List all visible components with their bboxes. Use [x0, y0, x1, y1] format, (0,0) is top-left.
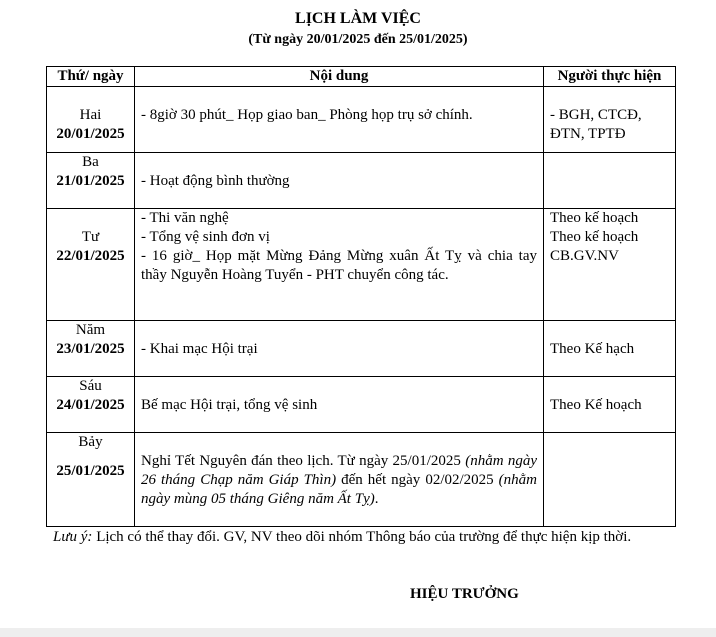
header-day: Thứ/ ngày: [47, 67, 135, 87]
content-cell: [135, 433, 544, 527]
note-text: Lịch có thể thay đổi. GV, NV theo dõi nhóm Thông báo của trường để thực hiện kịp thời.: [92, 529, 632, 545]
content-text: .: [374, 491, 379, 507]
day-cell: [47, 321, 135, 377]
content-cell: [135, 321, 544, 377]
content-lunar-date: (nhằm ngày mùng 05 tháng Giêng năm Ất Tỵ): [141, 472, 537, 507]
header-content: Nội dung: [135, 67, 544, 87]
day-cell: [47, 433, 135, 527]
day-date: 22/01/2025: [56, 248, 125, 264]
note-label: Lưu ý:: [53, 529, 93, 545]
person-line: Theo kế hoạch: [550, 210, 639, 226]
content-lunar-date: (nhằm ngày 26 tháng Chạp năm Giáp Thìn): [141, 453, 537, 488]
day-name: Năm: [75, 322, 106, 338]
content-line: - Thi văn nghệ: [141, 210, 229, 226]
person-line: Theo Kế hoạch: [550, 397, 642, 413]
day-date: 21/01/2025: [56, 173, 125, 189]
schedule-table: [46, 66, 676, 527]
person-cell: [544, 209, 676, 321]
content-line: Bế mạc Hội trại, tổng vệ sinh: [141, 397, 318, 413]
content-cell: [135, 377, 544, 433]
page-subtitle: (Từ ngày 20/01/2025 đến 25/01/2025): [248, 32, 468, 47]
signer-title: HIỆU TRƯỞNG: [410, 586, 519, 602]
content-text: Nghỉ Tết Nguyên đán theo lịch. Từ ngày 25/01/2025: [141, 453, 466, 469]
person-line: ĐTN, TPTĐ: [550, 126, 626, 142]
content-cell: [135, 87, 544, 153]
person-cell: [544, 377, 676, 433]
content-line: - 8giờ 30 phút_ Họp giao ban_ Phòng họp trụ sở chính.: [141, 107, 473, 123]
day-cell: [47, 377, 135, 433]
page-bottom-edge: [0, 628, 716, 637]
person-cell: [544, 321, 676, 377]
day-name: Bảy: [78, 434, 103, 450]
content-line: - Hoạt động bình thường: [141, 173, 290, 189]
person-line: Theo Kế hạch: [550, 341, 635, 357]
content-line: - 16 giờ_ Họp mặt Mừng Đảng Mừng xuân Ất Tỵ và chia tay thầy Nguyễn Hoàng Tuyển - PHT chuyển công tác.: [141, 248, 537, 283]
day-name: Tư: [81, 229, 100, 245]
content-cell: [135, 209, 544, 321]
table-row: [47, 209, 676, 321]
person-line: CB.GV.NV: [550, 248, 619, 264]
day-cell: [47, 153, 135, 209]
person-line: Theo kế hoạch: [550, 229, 639, 245]
day-date: 24/01/2025: [56, 397, 125, 413]
table-header-row: [47, 67, 676, 87]
day-name: Ba: [82, 154, 99, 170]
day-cell: [47, 87, 135, 153]
content-line: - Tổng vệ sinh đơn vị: [141, 229, 270, 245]
day-name: Sáu: [79, 378, 102, 394]
note: [53, 527, 643, 548]
day-name: Hai: [79, 107, 102, 123]
person-cell: [544, 153, 676, 209]
person-cell: [544, 433, 676, 527]
table-row: [47, 321, 676, 377]
person-cell: [544, 87, 676, 153]
day-date: 20/01/2025: [56, 126, 125, 142]
page-title: LỊCH LÀM VIỆC: [295, 10, 421, 27]
content-line: - Khai mạc Hội trại: [141, 341, 258, 357]
person-line: - BGH, CTCĐ,: [550, 107, 642, 123]
content-cell: [135, 153, 544, 209]
header-person: Người thực hiện: [544, 67, 676, 87]
table-row: [47, 87, 676, 153]
day-cell: [47, 209, 135, 321]
content-text: đến hết ngày 02/02/2025: [336, 472, 499, 488]
day-date: 25/01/2025: [56, 463, 125, 479]
day-date: 23/01/2025: [56, 341, 125, 357]
table-row: [47, 377, 676, 433]
table-row: [47, 433, 676, 527]
table-row: [47, 153, 676, 209]
